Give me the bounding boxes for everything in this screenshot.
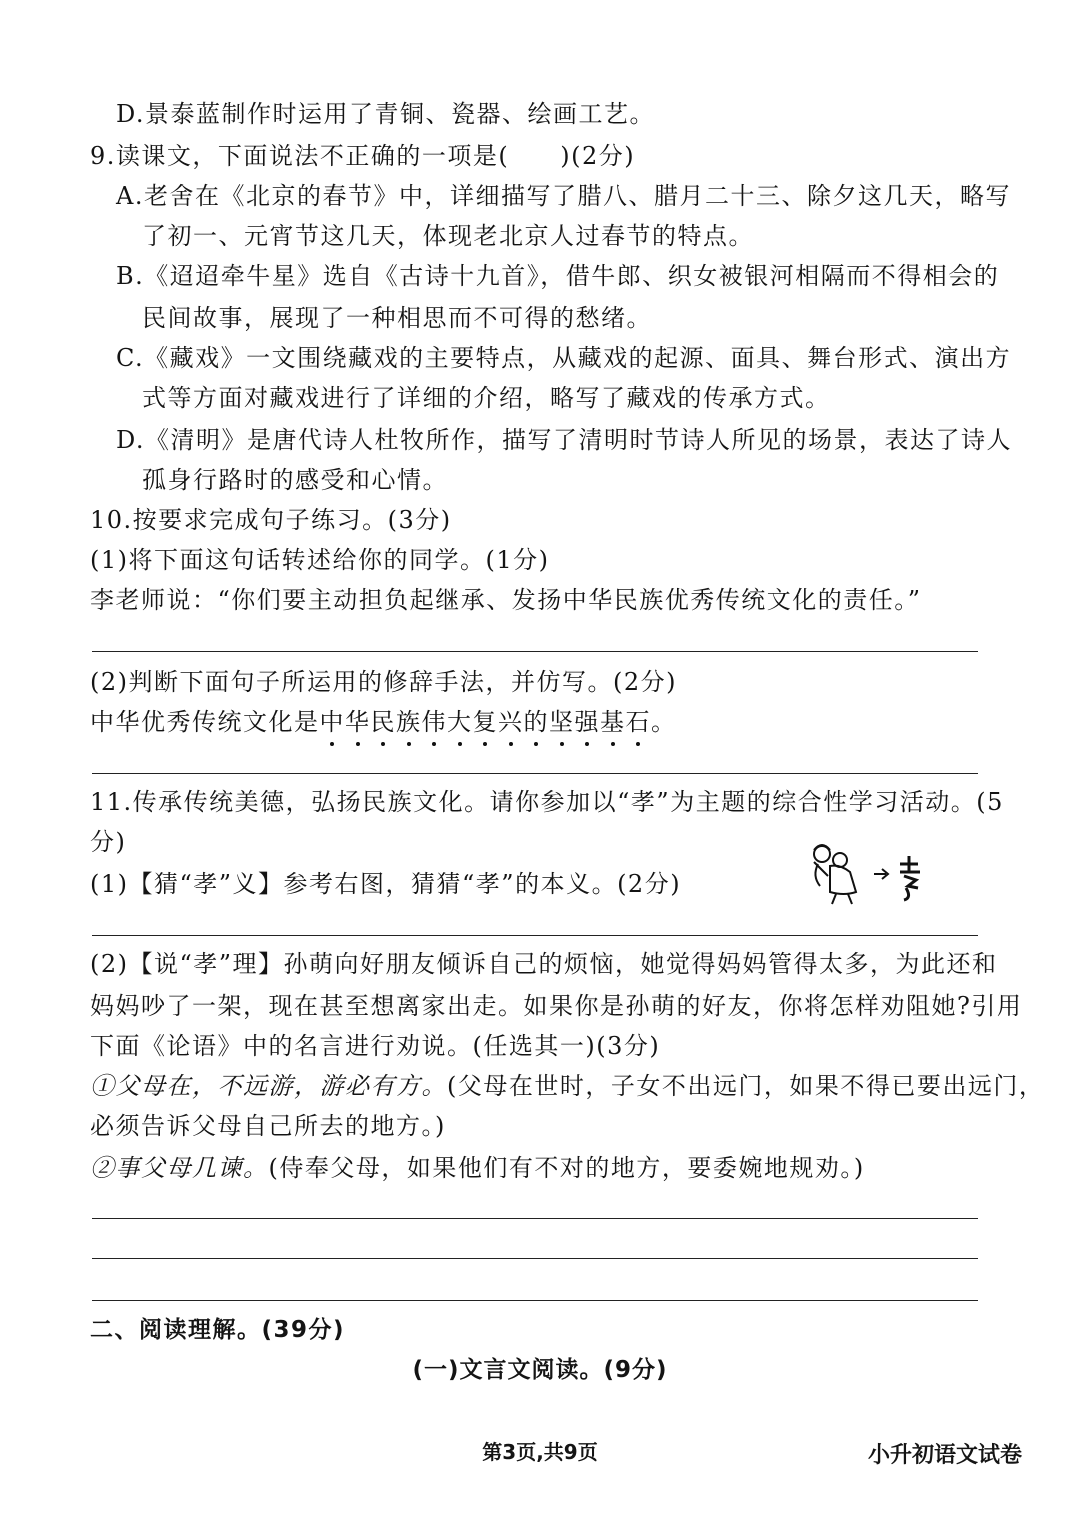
answer-line[interactable] [92,773,978,774]
q10-sentence [90,706,677,738]
q11-part2-line3: 下面《论语》中的名言进行劝说。(任选其一)(3分) [90,1032,661,1060]
emphasized-char: 中 [319,708,345,736]
q10-quote: 李老师说：“你们要主动担负起继承、发扬中华民族优秀传统文化的责任。” [90,586,922,614]
emphasized-char: 坚 [549,708,575,736]
subsection-title: (一)文言文阅读。(9分) [412,1357,668,1383]
answer-line[interactable] [92,1300,978,1301]
seal-script-xiao-icon [900,856,920,900]
q9-option-b-line1: B.《迢迢牵牛星》选自《古诗十九首》，借牛郎、织女被银河相隔而不得相会的 [116,262,1000,290]
emphasized-char: 强 [574,708,600,736]
emphasized-char: 民 [370,708,396,736]
emphasized-char: 石 [625,708,651,736]
emphasized-char: 复 [472,708,498,736]
q10-part2: (2)判断下面句子所运用的修辞手法，并仿写。(2分) [90,668,677,696]
emphasized-char: 族 [396,708,422,736]
emphasized-char: 伟 [421,708,447,736]
q11-part2-line2: 妈妈吵了一架，现在甚至想离家出走。如果你是孙萌的好友，你将怎样劝阻她?引用 [90,992,1023,1020]
emphasized-char: 华 [345,708,371,736]
q11-option2 [90,1152,865,1184]
q11-option1 [90,1070,1044,1102]
q9-option-d-line2: 孤身行路时的感受和心情。 [142,466,448,494]
q11-part2-line1: (2)【说“孝”理】孙萌向好朋友倾诉自己的烦恼，她觉得妈妈管得太多，为此还和 [90,950,998,978]
page-number: 第3页,共9页 [482,1440,598,1464]
sentence-end: 。 [651,708,677,736]
q9-option-a-line1: A.老舍在《北京的春节》中，详细描写了腊八、腊月二十三、除夕这几天，略写 [116,182,1011,210]
answer-line[interactable] [92,935,978,936]
q9-option-c-line1: C.《藏戏》一文围绕藏戏的主要特点，从藏戏的起源、面具、舞台形式、演出方 [116,344,1012,372]
q11-stem-line2: 分) [90,828,127,856]
exam-name: 小升初语文试卷 [868,1443,1023,1468]
answer-line[interactable] [92,1218,978,1219]
q9-option-b-line2: 民间故事，展现了一种相思而不可得的愁绪。 [142,304,652,332]
emphasized-char: 兴 [498,708,524,736]
analects-note-2: (侍奉父母，如果他们有不对的地方，要委婉地规劝。) [268,1154,865,1182]
q9-option-c-line2: 式等方面对藏戏进行了详细的介绍，略写了藏戏的传承方式。 [142,384,831,412]
figure-carrying-elder-icon [814,845,856,904]
analects-note-1: (父母在世时，子女不出远门，如果不得已要出远门， [447,1072,1045,1100]
q11-option1-note-cont: 必须告诉父母自己所去的地方。) [90,1112,446,1140]
answer-line[interactable] [92,651,978,652]
q11-part1: (1)【猜“孝”义】参考右图，猜猜“孝”的本义。(2分) [90,870,682,898]
arrow-right-icon [874,869,888,879]
filial-piety-illustration [800,836,930,906]
emphasized-char: 大 [447,708,473,736]
q9-stem: 9.读课文，下面说法不正确的一项是( )(2分) [90,142,636,170]
sentence-plain: 中华优秀传统文化是 [90,708,320,736]
q9-option-a-line2: 了初一、元宵节这几天，体现老北京人过春节的特点。 [142,222,754,250]
q10-part1: (1)将下面这句话转述给你的同学。(1分) [90,546,550,574]
emphasized-char: 的 [523,708,549,736]
q8-option-d: D.景泰蓝制作时运用了青铜、瓷器、绘画工艺。 [116,100,656,128]
analects-quote-2: ②事父母几谏。 [90,1154,269,1182]
q10-stem: 10.按要求完成句子练习。(3分) [90,506,452,534]
q11-stem-line1: 11.传承传统美德，弘扬民族文化。请你参加以“孝”为主题的综合性学习活动。(5 [90,788,1004,816]
analects-quote-1: ①父母在，不远游，游必有方。 [90,1072,447,1100]
q9-option-d-line1: D.《清明》是唐代诗人杜牧所作，描写了清明时节诗人所见的场景，表达了诗人 [116,426,1013,454]
answer-line[interactable] [92,1258,978,1259]
section-2-title: 二、阅读理解。(39分) [90,1317,346,1343]
emphasized-char: 基 [600,708,626,736]
